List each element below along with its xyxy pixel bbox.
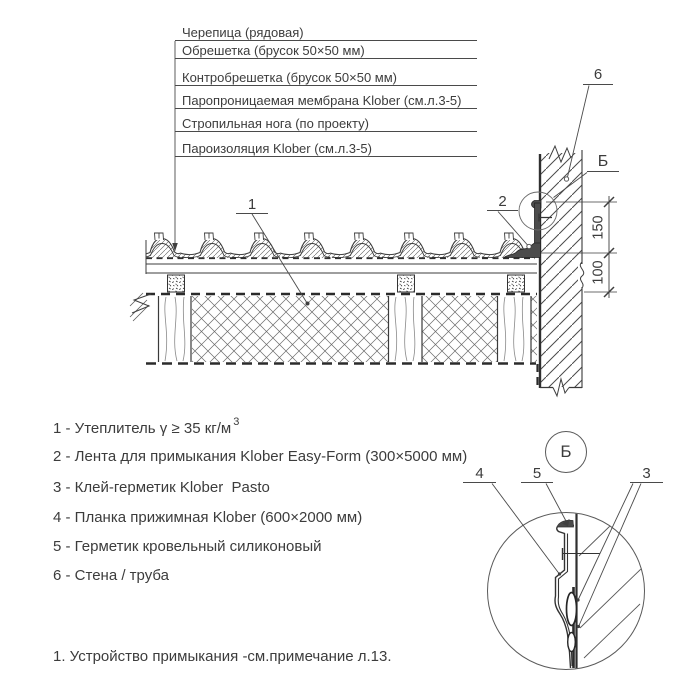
dim-upstand-text: 150 (590, 215, 607, 240)
detail-screw (563, 548, 601, 560)
vapor-barrier-line (146, 364, 538, 387)
callout-1-insulation: 1 (236, 196, 268, 214)
layer-label-battens: Обрешетка (брусок 50×50 мм) (175, 43, 477, 59)
detail-wall-hatch (579, 526, 642, 658)
callout-4-plank: 4 (463, 465, 496, 483)
layer-label-membrane: Паропроницаемая мембрана Klober (см.л.3-5) (175, 91, 477, 109)
layer-label-counterbattens: Контробрешетка (брусок 50×50 мм) (175, 68, 477, 86)
counter-batten-squares (168, 275, 525, 292)
wall-section (540, 146, 586, 396)
detail-circle-letter: Б (560, 442, 572, 461)
legend-item-1-superscript: 3 (233, 416, 240, 428)
legend-item-5: 5 - Герметик кровельный силиконовый (53, 538, 322, 555)
detail-marker-label: Б (587, 153, 619, 172)
callout-2-tape: 2 (487, 193, 518, 211)
legend-item-6: 6 - Стена / труба (53, 567, 169, 584)
dim-overlap-text: 100 (590, 260, 607, 285)
legend-item-4: 4 - Планка прижимная Klober (600×2000 мм) (53, 509, 363, 526)
legend-item-2: 2 - Лента для примыкания Klober Easy-Form (300×5000 мм) (53, 448, 468, 465)
layer-label-tiles: Черепица (рядовая) (175, 25, 477, 41)
callout-6-wall: 6 (583, 66, 613, 85)
legend-item-1: 1 - Утеплитель γ ≥ 35 кг/м $^3$ (53, 416, 240, 437)
layer-label-rafter: Стропильная нога (по проекту) (175, 114, 477, 132)
footnote: 1. Устройство примыкания -см.примечание л.13. (53, 648, 392, 665)
callout-3-glue: 3 (630, 465, 663, 483)
legend-item-3: 3 - Клей-герметик Klober Pasto (53, 479, 270, 496)
callout-5-sealant: 5 (521, 465, 553, 483)
layer-label-vapor-barrier: Пароизоляция Klober (см.л.3-5) (175, 139, 477, 157)
